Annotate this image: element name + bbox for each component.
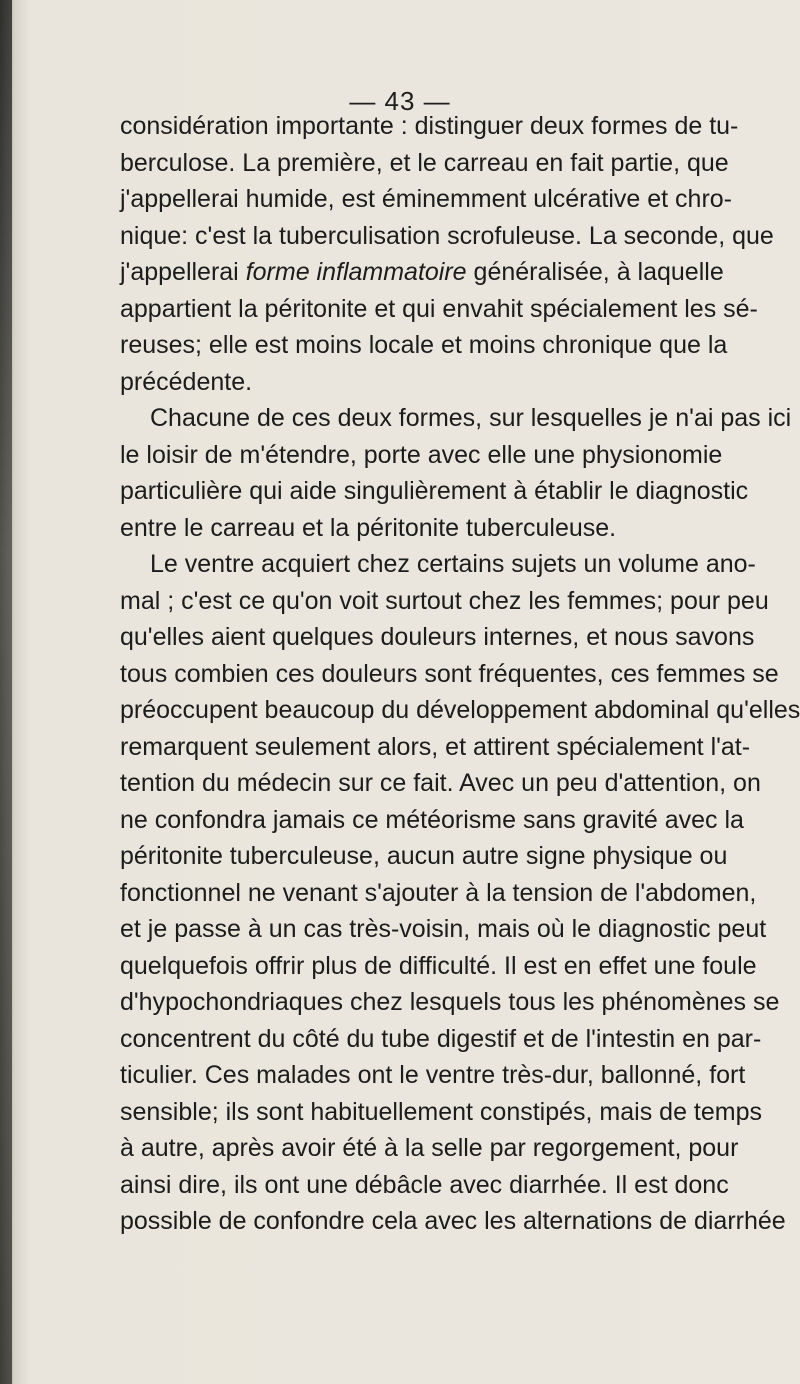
text-line: particulière qui aide singulièrement à établir le diagnostic: [120, 477, 749, 505]
text-line: tention du médecin sur ce fait. Avec un peu d'attention, on: [120, 769, 761, 797]
text-line: ainsi dire, ils ont une débâcle avec diarrhée. Il est donc: [120, 1170, 729, 1199]
text-line: nique: c'est la tuberculisation scrofuleuse. La seconde, que: [120, 221, 774, 250]
text-line: et je passe à un cas très-voisin, mais où le diagnostic peut: [120, 915, 767, 943]
paragraph: [120, 400, 792, 546]
text-line: ne confondra jamais ce météorisme sans gravité avec la: [120, 805, 744, 834]
text-line: sensible; ils sont habituellement constipés, mais de temps: [120, 1097, 762, 1126]
text-line: péritonite tuberculeuse, aucun autre signe physique ou: [120, 842, 728, 870]
text-segment: généralisée, à laquelle: [466, 258, 724, 286]
paragraph: [120, 546, 800, 1240]
text-line: reuses; elle est moins locale et moins chronique que la: [120, 331, 728, 359]
text-line: le loisir de m'étendre, porte avec elle une physionomie: [120, 440, 723, 469]
text-line: mal ; c'est ce qu'on voit surtout chez les femmes; pour peu: [120, 586, 769, 615]
text-line: concentrent du côté du tube digestif et de l'intestin en par-: [120, 1024, 762, 1053]
text-segment: j'appellerai: [120, 258, 246, 286]
text-line: remarquent seulement alors, et attirent spécialement l'at-: [120, 732, 751, 761]
text-line: Le ventre acquiert chez certains sujets un volume ano-: [150, 550, 756, 578]
text-line: entre le carreau et la péritonite tuberculeuse.: [120, 513, 617, 542]
text-line: Chacune de ces deux formes, sur lesquelles je n'ai pas ici: [150, 404, 792, 432]
text-line: [120, 254, 724, 291]
text-line: précédente.: [120, 367, 253, 396]
page-number: — 43 —: [349, 86, 451, 116]
book-binding-edge: [0, 0, 12, 1384]
text-line: berculose. La première, et le carreau en fait partie, que: [120, 148, 729, 177]
text-line: fonctionnel ne venant s'ajouter à la tension de l'abdomen,: [120, 878, 757, 907]
text-line: préoccupent beaucoup du développement abdominal qu'elles: [120, 696, 800, 724]
body-text: [120, 108, 800, 1240]
text-line: à autre, après avoir été à la selle par regorgement, pour: [120, 1134, 739, 1162]
text-line: appartient la péritonite et qui envahit spécialement les sé-: [120, 294, 758, 323]
italic-term: forme inflammatoire: [245, 258, 467, 286]
paragraph: [120, 108, 774, 400]
text-line: j'appellerai humide, est éminemment ulcérative et chro-: [120, 185, 732, 213]
text-line: qu'elles aient quelques douleurs internes, et nous savons: [120, 623, 755, 651]
text-line: possible de confondre cela avec les alternations de diarrhée: [120, 1207, 786, 1235]
text-line: tous combien ces douleurs sont fréquentes, ces femmes se: [120, 659, 779, 688]
text-line: quelquefois offrir plus de difficulté. Il est en effet une foule: [120, 951, 757, 980]
text-line: d'hypochondriaques chez lesquels tous les phénomènes se: [120, 988, 780, 1016]
text-line: ticulier. Ces malades ont le ventre très-dur, ballonné, fort: [120, 1061, 746, 1089]
text-line: considération importante : distinguer deux formes de tu-: [120, 112, 739, 140]
